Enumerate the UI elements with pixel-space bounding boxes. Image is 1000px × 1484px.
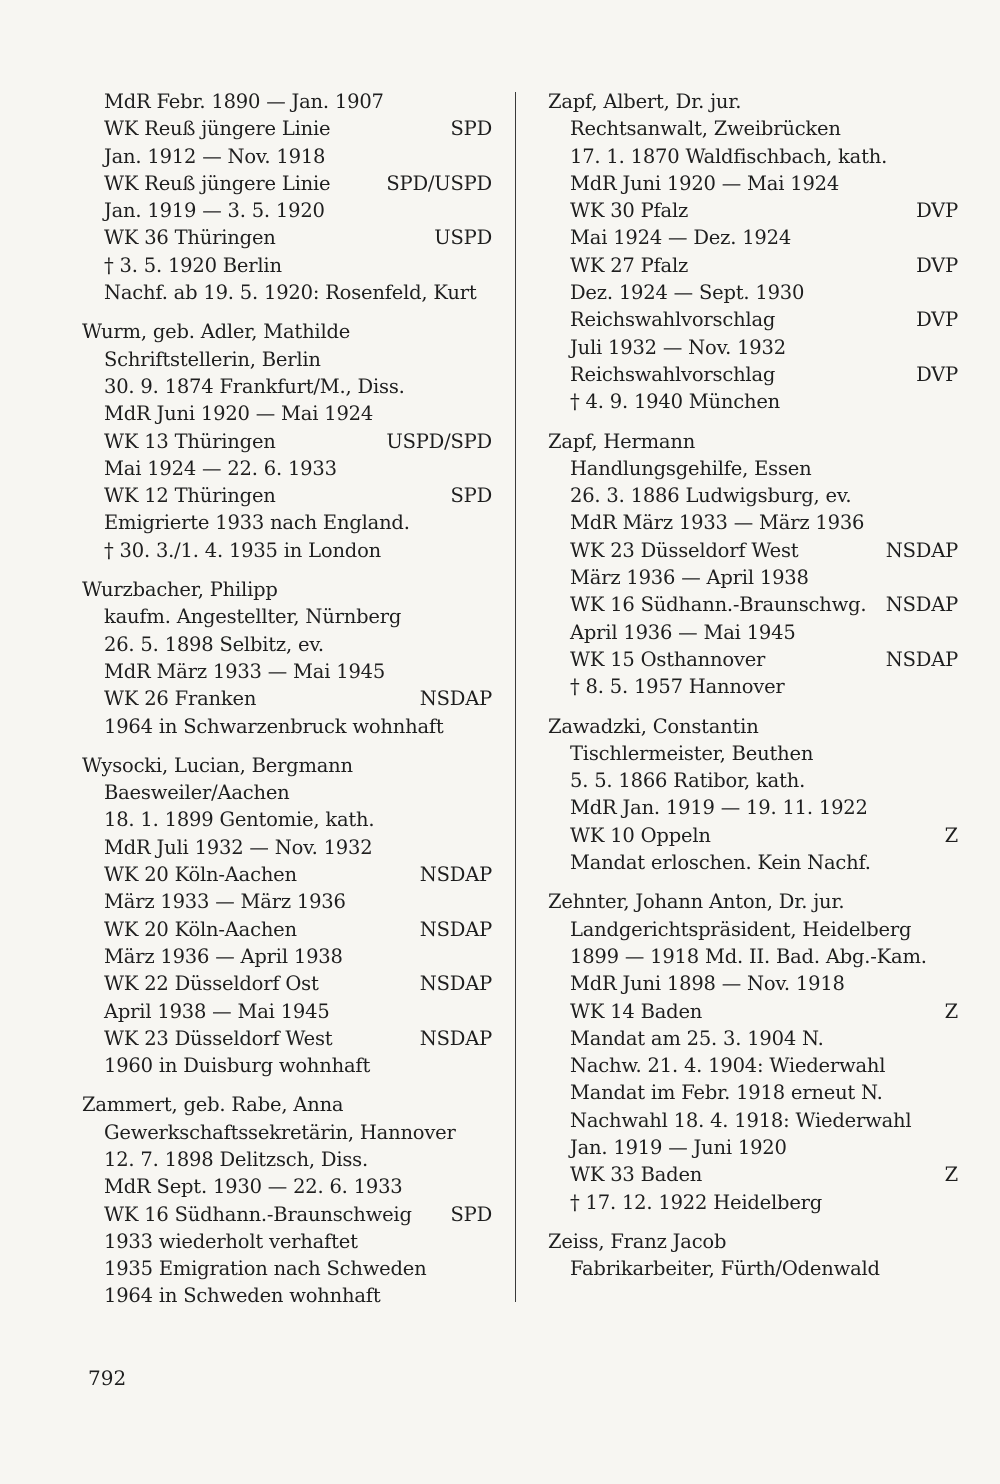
entry-line	[548, 1107, 958, 1134]
line-text: 26. 3. 1886 Ludwigsburg, ev.	[570, 484, 852, 508]
line-text: Landgerichtspräsident, Heidelberg	[570, 917, 912, 941]
line-text: † 17. 12. 1922 Heidelberg	[570, 1190, 823, 1214]
biography-entry	[548, 713, 958, 877]
line-text: Nachwahl 18. 4. 1918: Wiederwahl	[570, 1108, 912, 1132]
line-text: WK Reuß jüngere Linie	[104, 171, 331, 195]
line-text: MdR Juni 1898 — Nov. 1918	[570, 972, 845, 996]
line-text: WK 20 Köln-Aachen	[104, 917, 297, 941]
line-text: Wurzbacher, Philipp	[82, 578, 278, 602]
party-label: USPD/SPD	[386, 429, 492, 453]
line-text: Handlungsgehilfe, Essen	[570, 456, 812, 480]
entry-line	[82, 224, 492, 251]
entry-line	[82, 482, 492, 509]
line-text: WK 36 Thüringen	[104, 226, 276, 250]
entry-line	[82, 537, 492, 564]
line-text: Nachw. 21. 4. 1904: Wiederwahl	[570, 1054, 886, 1078]
line-text: MdR März 1933 — März 1936	[570, 511, 865, 535]
entry-line	[82, 197, 492, 224]
entry-line	[548, 306, 958, 333]
line-text: WK 22 Düsseldorf Ost	[104, 972, 319, 996]
line-text: 1933 wiederholt verhaftet	[104, 1229, 358, 1253]
entry-name	[82, 318, 492, 345]
line-text: WK 12 Thüringen	[104, 484, 276, 508]
entry-line	[82, 455, 492, 482]
entry-name	[548, 428, 958, 455]
party-label: USPD	[434, 226, 492, 250]
biography-entry	[548, 88, 958, 416]
line-text: Wysocki, Lucian, Bergmann	[82, 753, 353, 777]
entry-line	[548, 170, 958, 197]
line-text: Dez. 1924 — Sept. 1930	[570, 281, 805, 305]
entry-name	[82, 752, 492, 779]
entry-line	[548, 455, 958, 482]
entry-line	[548, 224, 958, 251]
party-label: NSDAP	[419, 863, 492, 887]
entry-line	[548, 279, 958, 306]
line-text: MdR Jan. 1919 — 19. 11. 1922	[570, 796, 868, 820]
line-text: Mandat am 25. 3. 1904 N.	[570, 1026, 824, 1050]
entry-line	[548, 849, 958, 876]
line-text: Zammert, geb. Rabe, Anna	[82, 1093, 344, 1117]
entry-line	[82, 658, 492, 685]
entry-line	[548, 619, 958, 646]
line-text: April 1936 — Mai 1945	[570, 620, 796, 644]
entry-line	[82, 1201, 492, 1228]
line-text: † 8. 5. 1957 Hannover	[570, 675, 785, 699]
party-label: SPD/USPD	[386, 171, 492, 195]
entry-line	[548, 673, 958, 700]
party-label: DVP	[916, 308, 958, 332]
entry-line	[82, 1228, 492, 1255]
party-label: NSDAP	[885, 593, 958, 617]
line-text: März 1936 — April 1938	[104, 944, 343, 968]
entry-line	[548, 197, 958, 224]
entry-name	[548, 1228, 958, 1255]
line-text: 1964 in Schwarzenbruck wohnhaft	[104, 714, 444, 738]
party-label: NSDAP	[419, 1026, 492, 1050]
party-label: SPD	[450, 484, 492, 508]
line-text: Reichswahlvorschlag	[570, 362, 776, 386]
line-text: MdR März 1933 — Mai 1945	[104, 659, 386, 683]
entry-line	[82, 400, 492, 427]
line-text: † 4. 9. 1940 München	[570, 390, 781, 414]
line-text: Zapf, Albert, Dr. jur.	[548, 90, 742, 113]
entry-line	[82, 1146, 492, 1173]
entry-line	[548, 115, 958, 142]
line-text: Wurm, geb. Adler, Mathilde	[82, 320, 351, 344]
line-text: März 1933 — März 1936	[104, 890, 346, 914]
entry-name	[548, 88, 958, 115]
line-text: Jan. 1919 — Juni 1920	[570, 1135, 787, 1159]
line-text: 1964 in Schweden wohnhaft	[104, 1284, 381, 1308]
entry-line	[82, 1119, 492, 1146]
entry-line	[548, 740, 958, 767]
entry-line	[82, 861, 492, 888]
line-text: MdR Sept. 1930 — 22. 6. 1933	[104, 1175, 403, 1199]
biography-entry	[548, 1228, 958, 1283]
party-label: SPD	[450, 117, 492, 141]
party-label: Z	[944, 1163, 958, 1187]
entry-name	[548, 888, 958, 915]
party-label: NSDAP	[419, 687, 492, 711]
entry-line	[82, 998, 492, 1025]
line-text: 1899 — 1918 Md. II. Bad. Abg.-Kam.	[570, 944, 927, 968]
line-text: WK 14 Baden	[570, 999, 703, 1023]
line-text: 12. 7. 1898 Delitzsch, Diss.	[104, 1147, 368, 1171]
line-text: Zehnter, Johann Anton, Dr. jur.	[548, 890, 845, 914]
line-text: 1960 in Duisburg wohnhaft	[104, 1054, 371, 1078]
entry-line	[82, 1255, 492, 1282]
entry-line	[548, 1161, 958, 1188]
entry-line	[548, 482, 958, 509]
line-text: 30. 9. 1874 Frankfurt/M., Diss.	[104, 374, 405, 398]
entry-line	[548, 1255, 958, 1282]
line-text: MdR Febr. 1890 — Jan. 1907	[104, 90, 384, 113]
entry-line	[548, 1052, 958, 1079]
entry-line	[82, 943, 492, 970]
party-label: NSDAP	[885, 647, 958, 671]
entry-line	[548, 143, 958, 170]
line-text: Zawadzki, Constantin	[548, 714, 759, 738]
line-text: Reichswahlvorschlag	[570, 308, 776, 332]
line-text: MdR Juni 1920 — Mai 1924	[570, 171, 840, 195]
line-text: 1935 Emigration nach Schweden	[104, 1257, 427, 1281]
right-column	[548, 88, 958, 1294]
entry-line	[82, 509, 492, 536]
entry-line	[548, 767, 958, 794]
biography-entry	[548, 428, 958, 701]
entry-line	[82, 279, 492, 306]
entry-line	[548, 509, 958, 536]
entry-line	[548, 1025, 958, 1052]
entry-name	[548, 713, 958, 740]
line-text: 17. 1. 1870 Waldfischbach, kath.	[570, 144, 888, 168]
entry-line	[82, 1173, 492, 1200]
left-column	[82, 88, 492, 1322]
line-text: WK 13 Thüringen	[104, 429, 276, 453]
column-divider	[515, 92, 516, 1302]
line-text: Mandat im Febr. 1918 erneut N.	[570, 1081, 883, 1105]
line-text: † 30. 3./1. 4. 1935 in London	[104, 538, 381, 562]
entry-line	[82, 115, 492, 142]
line-text: Schriftstellerin, Berlin	[104, 347, 321, 371]
line-text: Juli 1932 — Nov. 1932	[570, 335, 786, 359]
line-text: Jan. 1919 — 3. 5. 1920	[104, 199, 325, 223]
biography-entry	[548, 888, 958, 1216]
line-text: Jan. 1912 — Nov. 1918	[104, 144, 326, 168]
party-label: DVP	[916, 199, 958, 223]
line-text: MdR Juli 1932 — Nov. 1932	[104, 835, 373, 859]
party-label: SPD	[450, 1202, 492, 1226]
line-text: WK 26 Franken	[104, 687, 257, 711]
entry-line	[548, 822, 958, 849]
entry-name	[82, 1091, 492, 1118]
line-text: 26. 5. 1898 Selbitz, ev.	[104, 632, 324, 656]
line-text: WK 15 Osthannover	[570, 647, 766, 671]
party-label: NSDAP	[419, 972, 492, 996]
entry-line	[82, 346, 492, 373]
line-text: MdR Juni 1920 — Mai 1924	[104, 402, 374, 426]
party-label: DVP	[916, 362, 958, 386]
entry-name	[82, 576, 492, 603]
line-text: WK 23 Düsseldorf West	[570, 538, 799, 562]
entry-line	[548, 537, 958, 564]
line-text: WK 10 Oppeln	[570, 823, 711, 847]
entry-line	[82, 806, 492, 833]
entry-line	[82, 631, 492, 658]
entry-line	[548, 334, 958, 361]
line-text: Mai 1924 — Dez. 1924	[570, 226, 792, 250]
line-text: Zapf, Hermann	[548, 429, 696, 453]
line-text: Gewerkschaftssekretärin, Hannover	[104, 1120, 456, 1144]
line-text: Emigrierte 1933 nach England.	[104, 511, 410, 535]
line-text: WK Reuß jüngere Linie	[104, 117, 331, 141]
line-text: WK 27 Pfalz	[570, 253, 689, 277]
entry-line	[548, 646, 958, 673]
line-text: März 1936 — April 1938	[570, 566, 809, 590]
line-text: † 3. 5. 1920 Berlin	[104, 253, 282, 277]
line-text: Baesweiler/Aachen	[104, 781, 290, 805]
line-text: 18. 1. 1899 Gentomie, kath.	[104, 808, 375, 832]
entry-line	[82, 1282, 492, 1309]
party-label: NSDAP	[419, 917, 492, 941]
party-label: Z	[944, 823, 958, 847]
entry-line	[548, 1134, 958, 1161]
line-text: Tischlermeister, Beuthen	[570, 741, 814, 765]
line-text: WK 23 Düsseldorf West	[104, 1026, 333, 1050]
page-number: 792	[88, 1366, 127, 1390]
line-text: WK 20 Köln-Aachen	[104, 863, 297, 887]
entry-line	[82, 916, 492, 943]
entry-line	[548, 1079, 958, 1106]
biography-entry	[82, 318, 492, 564]
biography-entry	[82, 752, 492, 1080]
line-text: Zeiss, Franz Jacob	[548, 1229, 727, 1253]
entry-line	[82, 88, 492, 115]
biography-entry	[82, 576, 492, 740]
entry-line	[82, 1052, 492, 1079]
entry-line	[82, 888, 492, 915]
entry-line	[548, 388, 958, 415]
line-text: Rechtsanwalt, Zweibrücken	[570, 117, 841, 141]
party-label: Z	[944, 999, 958, 1023]
entry-line	[82, 970, 492, 997]
entry-line	[82, 779, 492, 806]
entry-line	[82, 685, 492, 712]
entry-line	[82, 603, 492, 630]
entry-line	[548, 970, 958, 997]
entry-line	[82, 170, 492, 197]
line-text: Fabrikarbeiter, Fürth/Odenwald	[570, 1257, 880, 1281]
line-text: Nachf. ab 19. 5. 1920: Rosenfeld, Kurt	[104, 281, 477, 305]
entry-line	[548, 916, 958, 943]
biography-entry	[82, 1091, 492, 1309]
entry-line	[82, 252, 492, 279]
party-label: DVP	[916, 253, 958, 277]
entry-line	[548, 564, 958, 591]
party-label: NSDAP	[885, 538, 958, 562]
line-text: WK 33 Baden	[570, 1163, 703, 1187]
line-text: WK 30 Pfalz	[570, 199, 689, 223]
line-text: WK 16 Südhann.-Braunschweig	[104, 1202, 412, 1226]
entry-line	[82, 373, 492, 400]
entry-line	[548, 998, 958, 1025]
line-text: Mandat erloschen. Kein Nachf.	[570, 851, 871, 875]
entry-line	[548, 943, 958, 970]
line-text: Mai 1924 — 22. 6. 1933	[104, 456, 337, 480]
line-text: WK 16 Südhann.-Braunschwg.	[570, 593, 867, 617]
biography-entry	[82, 88, 492, 306]
entry-line	[82, 428, 492, 455]
line-text: kaufm. Angestellter, Nürnberg	[104, 605, 402, 629]
line-text: April 1938 — Mai 1945	[104, 999, 330, 1023]
entry-line	[548, 1189, 958, 1216]
entry-line	[548, 361, 958, 388]
entry-line	[548, 794, 958, 821]
entry-line	[82, 834, 492, 861]
line-text: 5. 5. 1866 Ratibor, kath.	[570, 769, 806, 793]
entry-line	[548, 252, 958, 279]
entry-line	[82, 143, 492, 170]
entry-line	[82, 1025, 492, 1052]
entry-line	[82, 713, 492, 740]
entry-line	[548, 591, 958, 618]
